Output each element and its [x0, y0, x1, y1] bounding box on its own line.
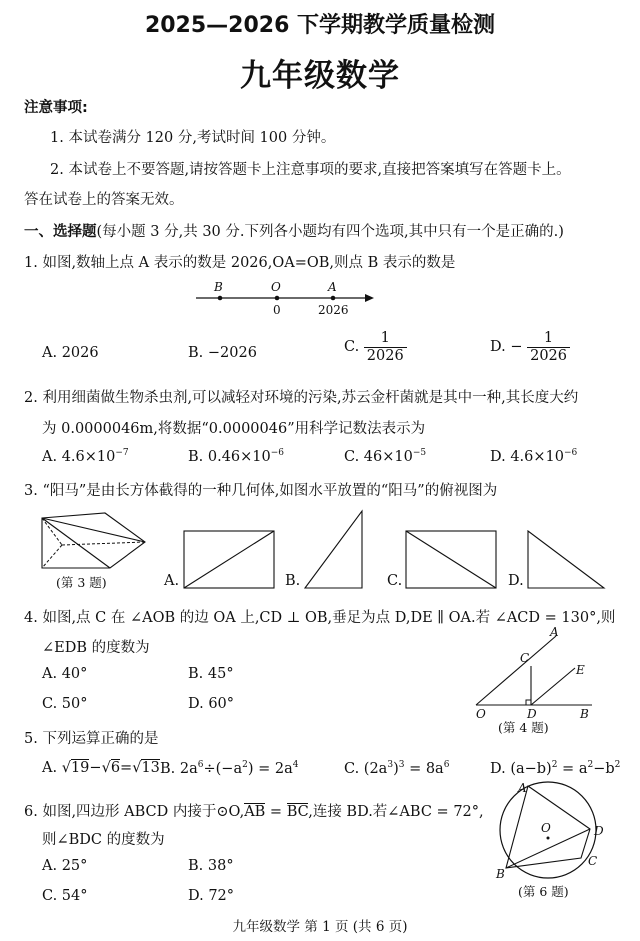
q5-option-a-prefix: A.: [42, 760, 58, 776]
q5-equals: =: [120, 760, 133, 776]
q1-option-a: A. 2026: [42, 345, 99, 361]
q5-radicand-3: 13: [141, 760, 160, 776]
notes-item-1: 1. 本试卷满分 120 分,考试时间 100 分钟。: [50, 130, 336, 146]
q5-b-3: ) = 2a: [247, 760, 293, 777]
q2-option-c-text: C. 46×10: [344, 448, 413, 465]
q5-c-3: = 8a: [404, 760, 444, 777]
q4-label-a: A: [550, 625, 559, 639]
q5-b-exp1: 6: [197, 760, 204, 770]
q5-d-exp3: 2: [614, 760, 621, 770]
q5-c-2: ): [393, 760, 399, 777]
q5-radicand-1: 19: [70, 760, 90, 776]
q5-d-2: = a: [557, 760, 588, 777]
q5-stem: 5. 下列运算正确的是: [24, 731, 159, 747]
q4-line1: 4. 如图,点 C 在 ∠AOB 的边 OA 上,CD ⊥ OB,垂足为点 D,DE ∥ OA.若 ∠ACD = 130°,则: [24, 610, 616, 626]
q4-option-d: D. 60°: [188, 696, 235, 712]
q4-label-c: C: [520, 651, 530, 665]
fraction-denominator: 2026: [366, 347, 404, 364]
q5-minus: −: [89, 760, 102, 776]
q5-b-exp2: 2: [242, 760, 248, 770]
q2-option-d-text: D. 4.6×10: [490, 448, 564, 465]
q2-line1: 2. 利用细菌做生物杀虫剂,可以减轻对环境的污染,苏云金杆菌就是其中一种,其长度大约: [24, 390, 579, 406]
q2-option-d-exp: −6: [564, 448, 578, 458]
q5-b-1: B. 2a: [160, 760, 198, 777]
q6-line1-a: 6. 如图,四边形 ABCD 内接于⊙O,: [24, 804, 245, 820]
q1-label-b: B: [214, 280, 223, 294]
fraction-numerator: 1: [527, 330, 570, 348]
q2-option-a-exp: −7: [115, 448, 129, 458]
q1-label-o: O: [271, 280, 281, 294]
notes-item-2-line1: 2. 本试卷上不要答题,请按答题卡上注意事项的要求,直接把答案填写在答题卡上。: [50, 162, 571, 178]
q3-option-c: C.: [387, 573, 403, 589]
page-footer: 九年级数学 第 1 页 (共 6 页): [232, 919, 408, 935]
q5-c-1: C. (2a: [344, 760, 388, 777]
q6-label-o: O: [541, 821, 551, 835]
q4-option-b: B. 45°: [188, 666, 234, 682]
q5-d-exp2: 2: [587, 760, 594, 770]
q2-line2: 为 0.0000046m,将数据“0.0000046”用科学记数法表示为: [42, 421, 426, 437]
q2-option-a-text: A. 4.6×10: [42, 448, 116, 465]
q6-label-c: C: [588, 854, 598, 868]
q5-d-exp1: 2: [551, 760, 558, 770]
q3-stem: 3. “阳马”是由长方体截得的一种几何体,如图水平放置的“阳马”的俯视图为: [24, 483, 498, 499]
q4-option-c: C. 50°: [42, 696, 88, 712]
q6-arc-ab: AB: [244, 804, 266, 820]
q1-label-a: A: [328, 280, 337, 294]
q4-label-b: B: [580, 707, 589, 721]
q2-option-c-exp: −5: [412, 448, 427, 458]
q5-option-a: A. √19−√6=√13: [42, 760, 160, 776]
q4-line2: ∠EDB 的度数为: [42, 640, 150, 656]
q1-tick-2026: 2026: [318, 303, 349, 317]
q5-c-exp2: 3: [398, 760, 405, 770]
q4-option-a: A. 40°: [42, 666, 88, 682]
fraction-numerator: 1: [364, 330, 407, 348]
q6-line1-b: =: [265, 804, 287, 820]
q5-b-2: ÷(−a: [203, 760, 243, 777]
fraction-denominator: 2026: [530, 347, 567, 364]
q4-label-e: E: [576, 663, 585, 677]
q6-caption: (第 6 题): [518, 884, 569, 899]
q3-option-a: A.: [164, 573, 180, 589]
q1-option-b: B. −2026: [188, 345, 257, 361]
q6-option-b: B. 38°: [188, 858, 234, 874]
q1-stem: 1. 如图,数轴上点 A 表示的数是 2026,OA=OB,则点 B 表示的数是: [24, 255, 456, 271]
section-label: 一、选择题: [24, 224, 97, 240]
q1-tick-0: 0: [273, 303, 281, 317]
q6-line2: 则∠BDC 的度数为: [42, 832, 165, 848]
q1-option-d-prefix: D. −: [490, 339, 523, 356]
q5-radicand-2: 6: [110, 760, 121, 776]
q5-b-exp3: 4: [292, 760, 299, 770]
q3-option-d: D.: [508, 573, 524, 589]
q4-caption: (第 4 题): [498, 720, 549, 735]
q6-label-a: A: [518, 781, 527, 795]
q1-option-c-prefix: C.: [344, 339, 360, 356]
q3-caption: (第 3 题): [56, 575, 107, 590]
q2-option-b-exp: −6: [270, 448, 285, 458]
exam-title: 2025—2026 下学期教学质量检测: [144, 13, 496, 38]
q6-label-b: B: [496, 867, 505, 881]
q6-option-d: D. 72°: [188, 888, 235, 904]
q3-option-b: B.: [285, 573, 301, 589]
q5-d-3: −b: [593, 760, 615, 777]
q4-label-o: O: [476, 707, 486, 721]
q5-c-exp3: 6: [443, 760, 450, 770]
notes-heading: 注意事项:: [24, 100, 88, 116]
q5-d-1: D. (a−b): [490, 760, 552, 777]
q6-label-d: D: [594, 824, 604, 838]
q6-arc-bc: BC: [286, 804, 309, 820]
notes-item-2-line2: 答在试卷上的答案无效。: [24, 192, 184, 208]
q6-option-c: C. 54°: [42, 888, 88, 904]
subject-title: 九年级数学: [240, 58, 400, 94]
q6-line1-c: ,连接 BD.若∠ABC = 72°,: [308, 804, 484, 820]
q6-option-a: A. 25°: [42, 858, 88, 874]
q5-c-exp1: 3: [387, 760, 394, 770]
section-desc: (每小题 3 分,共 30 分.下列各小题均有四个选项,其中只有一个是正确的.): [96, 224, 564, 240]
q4-label-d: D: [527, 707, 537, 721]
q2-option-b-text: B. 0.46×10: [188, 448, 271, 465]
